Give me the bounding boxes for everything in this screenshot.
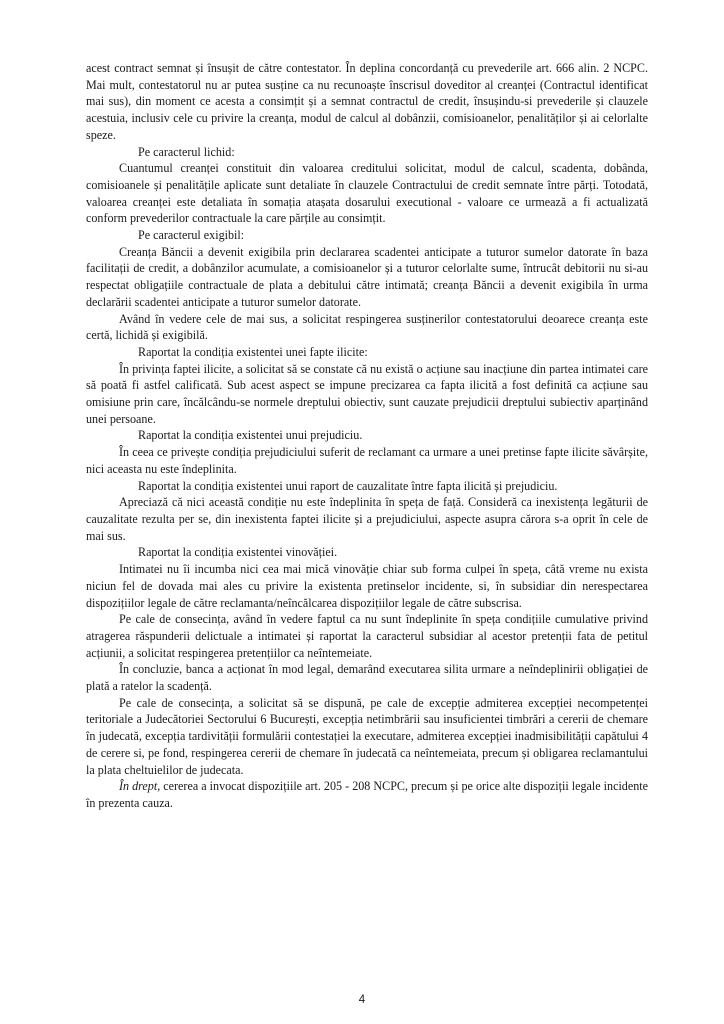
paragraph: Raportat la condiția existentei vinovăției. (138, 545, 338, 560)
emphasis-text: În drept (119, 779, 158, 794)
paragraph: Raportat la condiția existentei unui prejudiciu. (138, 428, 363, 443)
paragraph: Creanța Băncii a devenit exigibila prin declararea scadentei anticipate a tuturor sumelor datorate în baza facilitații de credit, a dobânzilor acumulate, a comisioanelor și a tuturor celorlalte sume, întrucât debitorii nu si-au respectat obligațiile contractuale de plata a debitului către intimată; creanța Băncii a devenit exigibila în urma declarării scadentei anticipate a tuturor sumelor datorate. (86, 244, 648, 309)
paragraph: Pe caracterul exigibil: (138, 228, 245, 243)
paragraph: În privința faptei ilicite, a solicitat să se constate că nu există o acțiune sau inacțiune din partea intimatei care să poată fi astfel calificată. Sub acest aspect se impune precizarea ca fapta ilicită a fost definită ca acțiune sau omisiune prin care, încălcându-se normele dreptului obiectiv, sunt cauzate prejudicii dreptului subiectiv aparținând unei persoane. (86, 361, 648, 426)
paragraph: Apreciază că nici această condiție nu este îndeplinita în speța de față. Consideră ca inexistența legăturii de cauzalitate rezulta per se, din inexistenta faptei ilicite și a prejudiciului, aspecte asupra cărora s-a oprit în cele de mai sus. (86, 495, 648, 543)
paragraph: Raportat la condiția existentei unui raport de cauzalitate între fapta ilicită și prejudiciu. (138, 478, 558, 493)
paragraph: În ceea ce privește condiția prejudiciului suferit de reclamant ca urmare a unei pretinse fapte ilicite săvârșite, nici aceasta nu este îndeplinita. (86, 445, 648, 476)
paragraph: Raportat la condiția existentei unei fapte ilicite: (138, 344, 368, 359)
paragraph: Având în vedere cele de mai sus, a solicitat respingerea susținerilor contestatorului deoarece creanța este certă, lichidă și exigibilă. (86, 311, 648, 343)
paragraph: Cuantumul creanței constituit din valoarea creditului solicitat, modul de calcul, scadenta, dobânda, comisioanele și penalitățile aplicate sunt detaliate în clauzele Contractului de credit semnate între părți. Totodată, valoarea creanței este detaliata în somația atașata dosarului executional - valoare ce urmează a fi actualizată conform prevederilor contractuale la care părțile au consimțit. (86, 161, 648, 226)
paragraph: Pe cale de consecința, având în vedere faptul ca nu sunt îndeplinite în speța condițiile cumulative privind atragerea răspunderii delictuale a intimatei și raportat la caracterul subsidiar al acestor pretenții fata de petitul acțiunii, a solicitat respingerea pretențiilor ca neîntemeiate. (86, 612, 648, 660)
paragraph: Pe cale de consecința, a solicitat să se dispună, pe cale de excepție admiterea excepției necompetenței teritoriale a Judecătoriei Sectorului 6 București, excepția netimbrării sau insuficientei timbrări a cererii de chemare în judecată, excepția tardivității formulării contestației la executare, admiterea excepției inadmisibilității capătului 4 de cerere si, pe fond, respingerea cererii de chemare în judecată ca neîntemeiata, precum și obligarea reclamantului la plata cheltuielilor de judecata. (86, 695, 648, 777)
paragraph: Intimatei nu îi incumba nici cea mai mică vinovăție chiar sub forma culpei în speța, câtă vreme nu exista niciun fel de dovada mai ales cu privire la existenta pretinselor incidente, si, în subsidiar din nerespectarea dispozițiilor legale de către reclamanta/neîncălcarea dispozițiilor legale de către subscrisa. (86, 562, 648, 610)
paragraph: În concluzie, banca a acționat în mod legal, demarând executarea silita urmare a neîndeplinirii obligației de plată a ratelor la scadență. (86, 662, 648, 694)
paragraph: Pe caracterul lichid: (138, 144, 235, 159)
paragraph: acest contract semnat și însușit de către contestator. În deplina concordanță cu prevederile art. 666 alin. 2 NCPC. Mai mult, contestatorul nu ar putea susține ca nu recunoaște înscrisul doveditor al creanței (Contractul identificat mai sus), din moment ce acesta a consimțit și a semnat contractul de credit, însușindu-si prevederile și clauzele acestuia, inclusiv cele cu privire la creanța, modul de calcul al dobânzii, comisioanelor, penalităților și ai celorlalte speze. (86, 61, 648, 142)
page-number: 4 (358, 994, 366, 1006)
document-body (86, 60, 648, 812)
paragraph (86, 778, 648, 811)
paragraph-text: , cererea a invocat dispozițiile art. 205 - 208 NCPC, precum și pe orice alte dispoziții legale incidente în prezenta cauza. (86, 779, 648, 810)
